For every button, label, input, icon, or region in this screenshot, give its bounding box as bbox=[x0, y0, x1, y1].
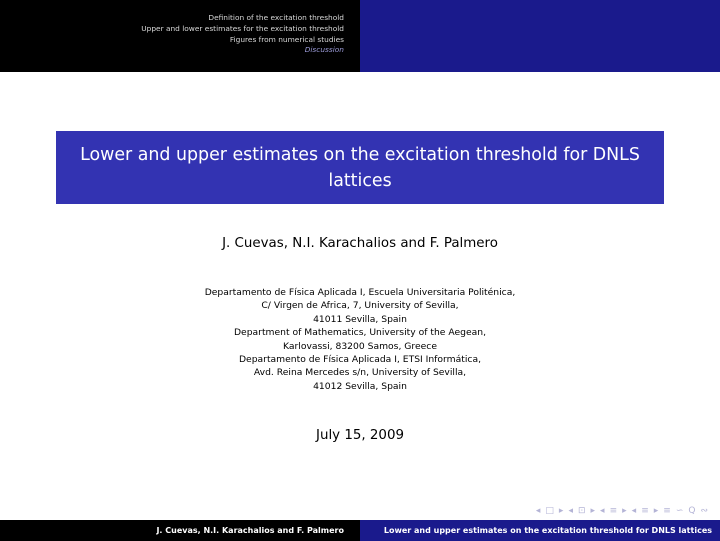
affiliation-line: Departamento de Física Aplicada I, Escuela Universitaria Politénica, bbox=[204, 287, 516, 298]
affiliation-line: Karlovassi, 83200 Samos, Greece bbox=[283, 340, 437, 352]
prev-arrow-icon[interactable]: ◂ bbox=[631, 506, 637, 516]
footer-title: Lower and upper estimates on the excitation threshold for DNLS lattices bbox=[360, 520, 720, 541]
presentation-title: Lower and upper estimates on the excitation threshold for DNLS lattices bbox=[80, 144, 640, 191]
nav-section-figures[interactable]: Figures from numerical studies bbox=[229, 34, 344, 44]
nav-section-estimates[interactable]: Upper and lower estimates for the excitation threshold bbox=[141, 23, 344, 33]
next-arrow-icon[interactable]: ▸ bbox=[622, 506, 627, 516]
title-box bbox=[56, 131, 664, 204]
affiliation-line: Avd. Reina Mercedes s/n, University of Sevilla, bbox=[253, 367, 467, 379]
slide-footer bbox=[0, 520, 720, 541]
next-arrow-icon[interactable]: ▸ bbox=[590, 506, 596, 516]
document-icon[interactable]: ≡ bbox=[641, 506, 649, 516]
affiliation-line: Department of Mathematics, University of the Aegean, bbox=[233, 327, 486, 339]
forward-icon[interactable]: ∾ bbox=[700, 506, 708, 516]
presentation-date: July 15, 2009 bbox=[316, 428, 404, 443]
affiliation-line: 41011 Sevilla, Spain bbox=[313, 313, 407, 325]
next-arrow-icon[interactable]: ▸ bbox=[558, 506, 564, 516]
affiliation-line: C/ Virgen de Africa, 7, University of Sevilla, bbox=[261, 300, 459, 312]
affiliations bbox=[0, 286, 720, 393]
header-blue-band bbox=[360, 0, 720, 72]
affiliation-line: Departamento de Física Aplicada I, ETSI Informática, bbox=[238, 354, 481, 366]
prev-arrow-icon[interactable]: ◂ bbox=[568, 506, 573, 516]
beamer-navigation-symbols bbox=[536, 506, 708, 516]
back-icon[interactable]: ∽ bbox=[675, 506, 684, 516]
nav-section-definition[interactable]: Definition of the excitation threshold bbox=[208, 13, 344, 22]
search-icon[interactable]: Q bbox=[688, 506, 696, 516]
authors: J. Cuevas, N.I. Karachalios and F. Palmero bbox=[222, 236, 498, 251]
appendix-icon[interactable]: ≡ bbox=[663, 506, 671, 516]
frame-icon[interactable]: □ bbox=[545, 506, 554, 516]
section-navigation bbox=[0, 0, 360, 72]
slide-header bbox=[0, 0, 720, 72]
prev-arrow-icon[interactable]: ◂ bbox=[600, 506, 605, 516]
affiliation-line: 41012 Sevilla, Spain bbox=[313, 380, 407, 392]
nav-section-discussion[interactable]: Discussion bbox=[304, 45, 344, 55]
footer-authors: J. Cuevas, N.I. Karachalios and F. Palmero bbox=[0, 520, 360, 541]
subsection-icon[interactable]: ⊡ bbox=[577, 506, 586, 516]
prev-arrow-icon[interactable]: ◂ bbox=[535, 506, 541, 516]
next-arrow-icon[interactable]: ▸ bbox=[653, 506, 659, 516]
section-icon[interactable]: ≡ bbox=[609, 506, 618, 516]
